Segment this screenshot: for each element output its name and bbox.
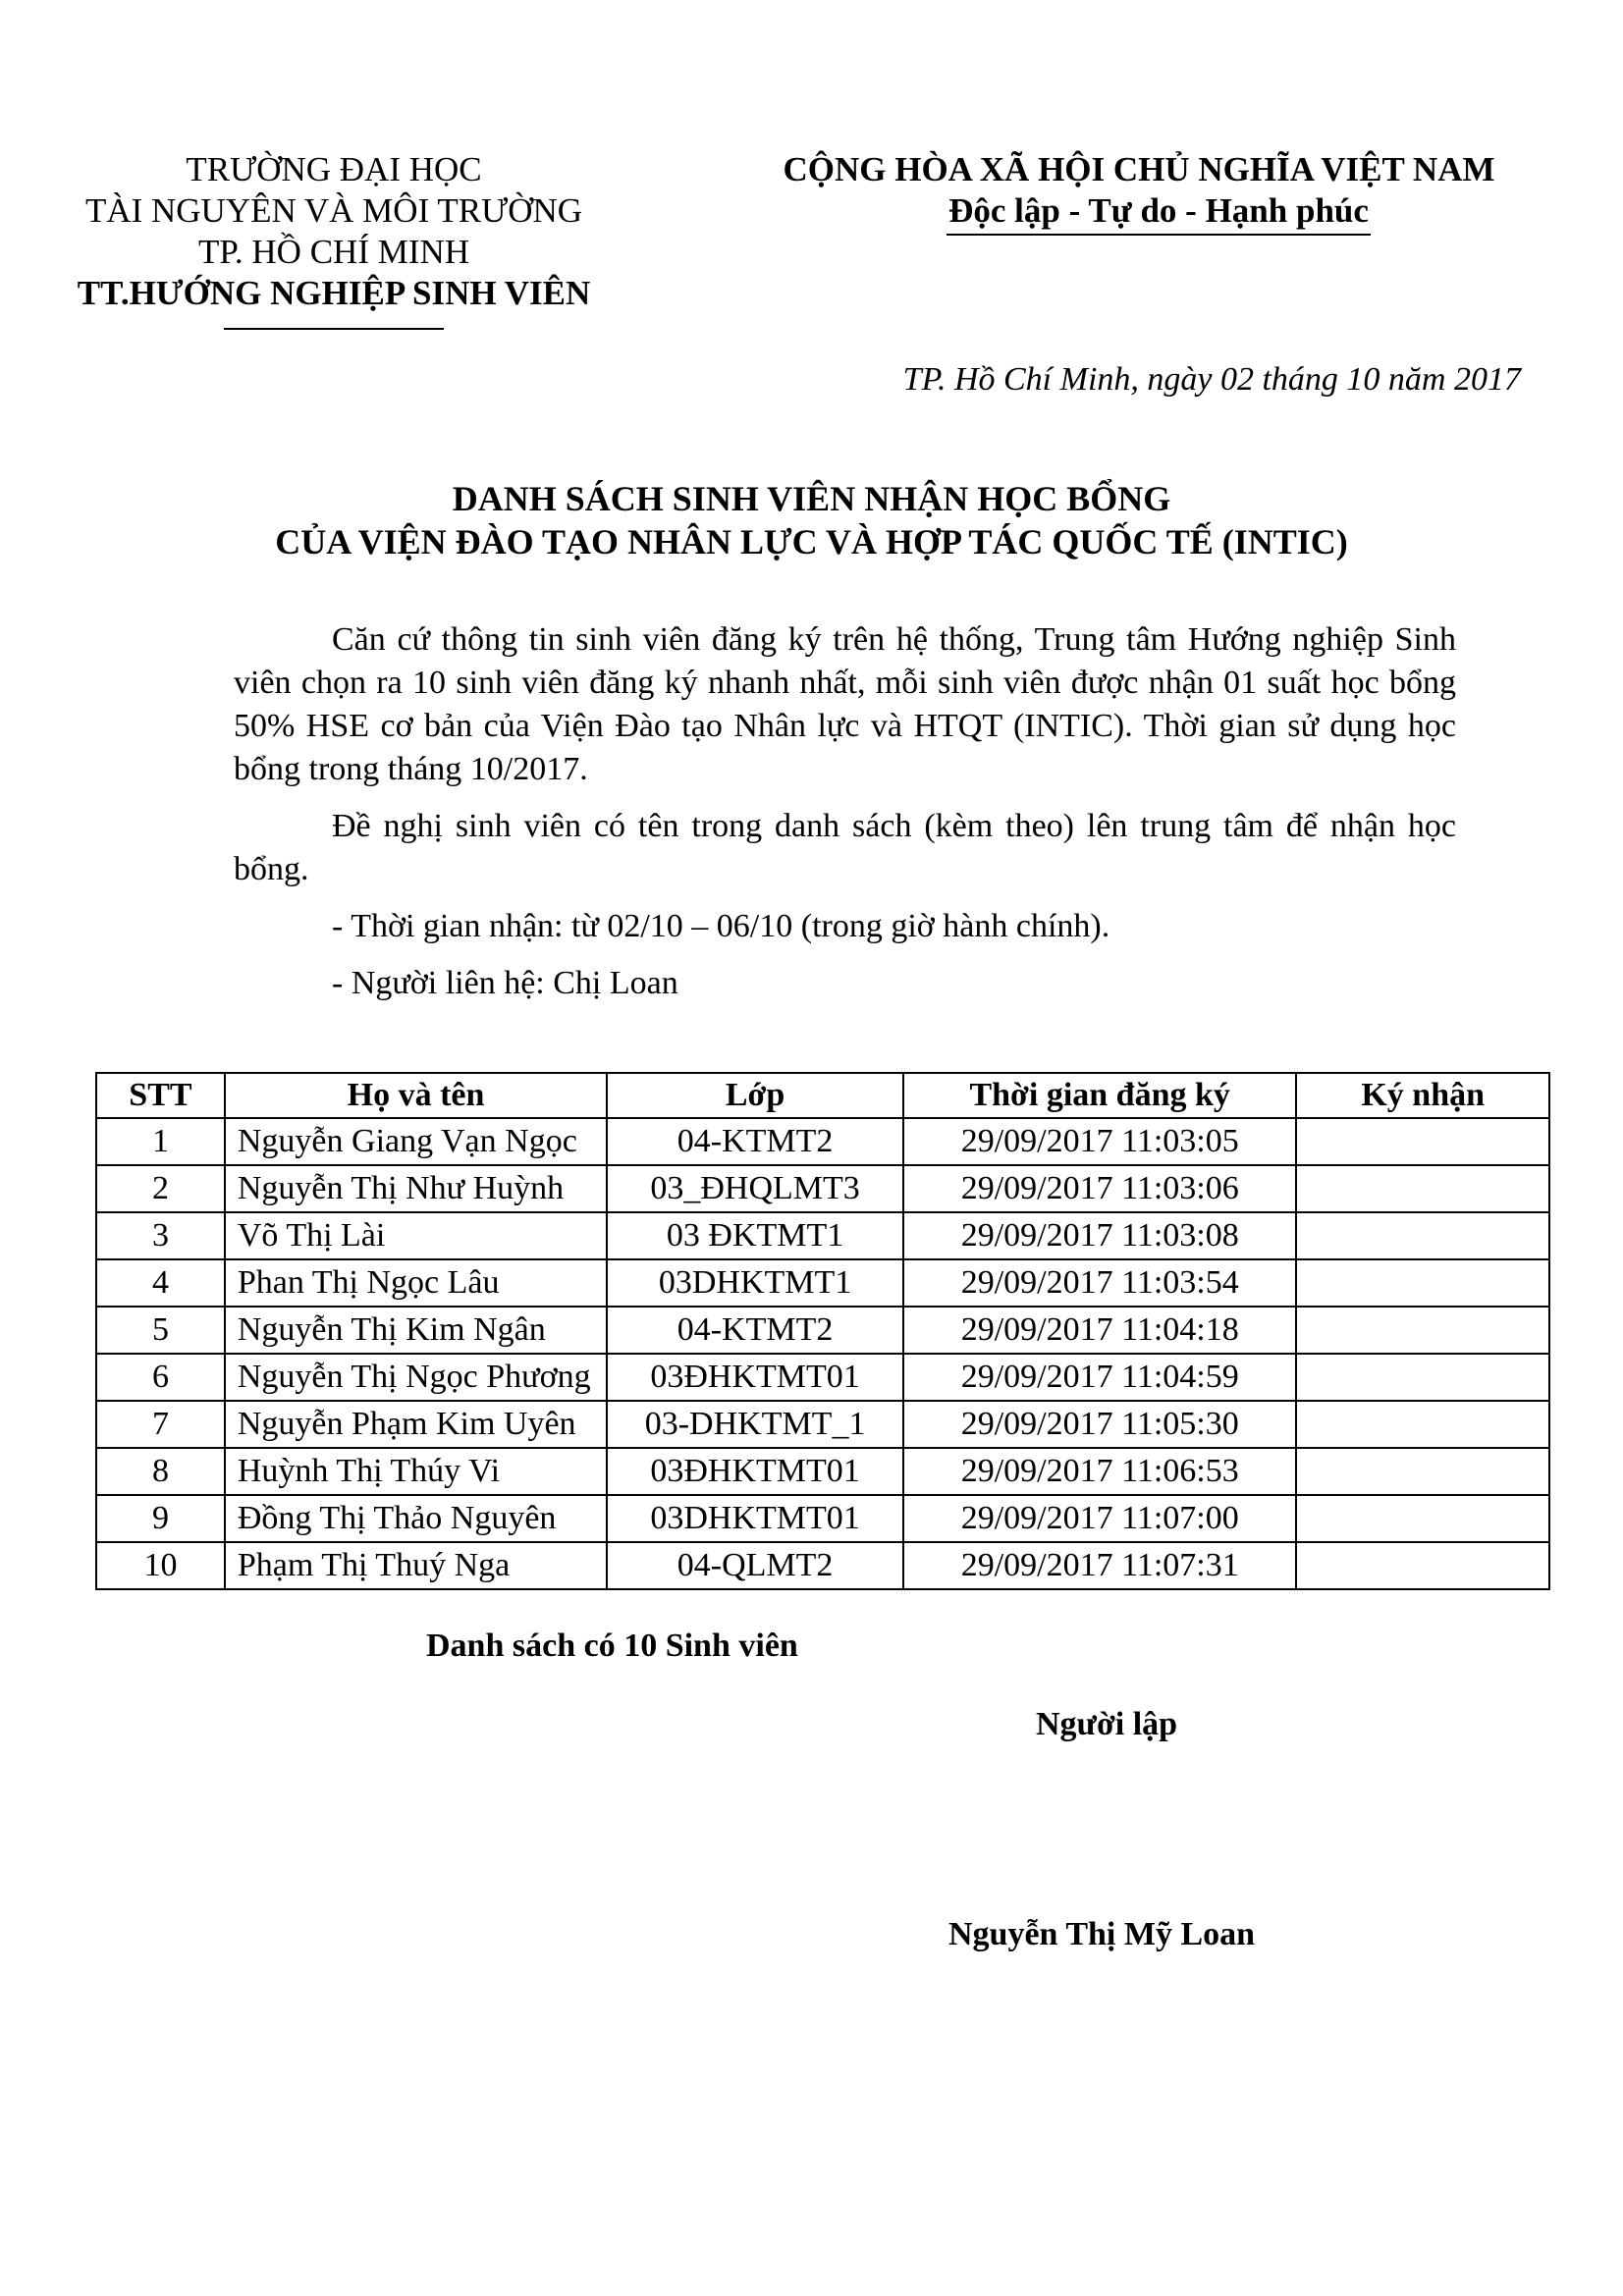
cell-sign — [1296, 1448, 1549, 1495]
table-row — [96, 1542, 1549, 1589]
document-title — [0, 477, 1623, 563]
table-row — [96, 1118, 1549, 1165]
cell-stt: 10 — [96, 1542, 225, 1589]
cell-time: 29/09/2017 11:07:31 — [903, 1542, 1296, 1589]
cell-sign — [1296, 1495, 1549, 1542]
table-row — [96, 1307, 1549, 1354]
cell-stt: 5 — [96, 1307, 225, 1354]
cell-stt: 9 — [96, 1495, 225, 1542]
body-paragraph-2: Đề nghị sinh viên có tên trong danh sách (kèm theo) lên trung tâm để nhận học bổng. — [234, 808, 1456, 887]
header-stt: STT — [96, 1073, 225, 1118]
table-header-row — [96, 1073, 1549, 1118]
table-row — [96, 1354, 1549, 1401]
cell-sign — [1296, 1259, 1549, 1307]
cell-name: Nguyễn Thị Kim Ngân — [225, 1307, 607, 1354]
title-line-2: CỦA VIỆN ĐÀO TẠO NHÂN LỰC VÀ HỢP TÁC QUỐC TẾ (INTIC) — [275, 522, 1348, 561]
document-body — [234, 618, 1456, 1019]
cell-class: 03ĐHKTMT01 — [607, 1354, 903, 1401]
cell-stt: 3 — [96, 1212, 225, 1259]
signer-role: Người lập — [1036, 1706, 1178, 1742]
body-paragraph-1: Căn cứ thông tin sinh viên đăng ký trên hệ thống, Trung tâm Hướng nghiệp Sinh viên chọn ra 10 sinh viên đăng ký nhanh nhất, mỗi sinh viên được nhận 01 suất học bổng 50% HSE cơ bản của Viện Đào tạo Nhân lực và HTQT (INTIC). Thời gian sử dụng học bổng trong tháng 10/2017. — [234, 621, 1456, 787]
header-divider — [224, 328, 444, 330]
cell-stt: 2 — [96, 1165, 225, 1212]
receive-time: - Thời gian nhận: từ 02/10 – 06/10 (trong giờ hành chính). — [332, 908, 1110, 944]
cell-time: 29/09/2017 11:04:18 — [903, 1307, 1296, 1354]
cell-class: 04-KTMT2 — [607, 1118, 903, 1165]
table-row — [96, 1212, 1549, 1259]
table-row — [96, 1448, 1549, 1495]
cell-class: 03_ĐHQLMT3 — [607, 1165, 903, 1212]
cell-time: 29/09/2017 11:06:53 — [903, 1448, 1296, 1495]
cell-class: 03DHKTMT01 — [607, 1495, 903, 1542]
organization-header — [59, 149, 609, 330]
cell-name: Nguyễn Phạm Kim Uyên — [225, 1401, 607, 1448]
table-row — [96, 1495, 1549, 1542]
cell-sign — [1296, 1212, 1549, 1259]
cell-name: Nguyễn Thị Như Huỳnh — [225, 1165, 607, 1212]
cell-class: 03ĐHKTMT01 — [607, 1448, 903, 1495]
document-date: TP. Hồ Chí Minh, ngày 02 tháng 10 năm 2017 — [902, 361, 1521, 398]
table-row — [96, 1165, 1549, 1212]
title-line-1: DANH SÁCH SINH VIÊN NHẬN HỌC BỔNG — [452, 479, 1171, 518]
cell-name: Phạm Thị Thuý Nga — [225, 1542, 607, 1589]
university-line-1: TRƯỜNG ĐẠI HỌC — [186, 150, 482, 188]
cell-time: 29/09/2017 11:03:54 — [903, 1259, 1296, 1307]
contact-person: - Người liên hệ: Chị Loan — [332, 965, 678, 1001]
cell-class: 03 ĐKTMT1 — [607, 1212, 903, 1259]
cell-time: 29/09/2017 11:03:06 — [903, 1165, 1296, 1212]
cell-name: Võ Thị Lài — [225, 1212, 607, 1259]
header-class: Lớp — [607, 1073, 903, 1118]
header-name: Họ và tên — [225, 1073, 607, 1118]
cell-name: Nguyễn Thị Ngọc Phương — [225, 1354, 607, 1401]
header-sign: Ký nhận — [1296, 1073, 1549, 1118]
nation-title: CỘNG HÒA XÃ HỘI CHỦ NGHĨA VIỆT NAM — [783, 150, 1495, 188]
national-motto: Độc lập - Tự do - Hạnh phúc — [947, 190, 1371, 236]
cell-name: Phan Thị Ngọc Lâu — [225, 1259, 607, 1307]
cell-name: Huỳnh Thị Thúy Vi — [225, 1448, 607, 1495]
cell-class: 04-QLMT2 — [607, 1542, 903, 1589]
cell-class: 03-DHKTMT_1 — [607, 1401, 903, 1448]
cell-sign — [1296, 1307, 1549, 1354]
cell-time: 29/09/2017 11:03:05 — [903, 1118, 1296, 1165]
table-row — [96, 1259, 1549, 1307]
university-line-2: TÀI NGUYÊN VÀ MÔI TRƯỜNG — [84, 191, 583, 230]
header-time: Thời gian đăng ký — [903, 1073, 1296, 1118]
cell-class: 03DHKTMT1 — [607, 1259, 903, 1307]
cell-sign — [1296, 1401, 1549, 1448]
cell-class: 04-KTMT2 — [607, 1307, 903, 1354]
signer-name: Nguyễn Thị Mỹ Loan — [948, 1916, 1256, 1952]
center-name: TT.HƯỚNG NGHIỆP SINH VIÊN — [77, 274, 591, 312]
cell-stt: 1 — [96, 1118, 225, 1165]
cell-sign — [1296, 1118, 1549, 1165]
student-table — [95, 1072, 1550, 1590]
cell-time: 29/09/2017 11:03:08 — [903, 1212, 1296, 1259]
cell-stt: 4 — [96, 1259, 225, 1307]
cell-name: Đồng Thị Thảo Nguyên — [225, 1495, 607, 1542]
cell-sign — [1296, 1354, 1549, 1401]
cell-stt: 8 — [96, 1448, 225, 1495]
cell-sign — [1296, 1542, 1549, 1589]
cell-stt: 6 — [96, 1354, 225, 1401]
cell-name: Nguyễn Giang Vạn Ngọc — [225, 1118, 607, 1165]
cell-sign — [1296, 1165, 1549, 1212]
national-header — [756, 149, 1522, 236]
table-row — [96, 1401, 1549, 1448]
cell-time: 29/09/2017 11:04:59 — [903, 1354, 1296, 1401]
university-city: TP. HỒ CHÍ MINH — [197, 233, 470, 271]
cell-stt: 7 — [96, 1401, 225, 1448]
cell-time: 29/09/2017 11:07:00 — [903, 1495, 1296, 1542]
cell-time: 29/09/2017 11:05:30 — [903, 1401, 1296, 1448]
student-count: Danh sách có 10 Sinh viên — [426, 1628, 798, 1664]
